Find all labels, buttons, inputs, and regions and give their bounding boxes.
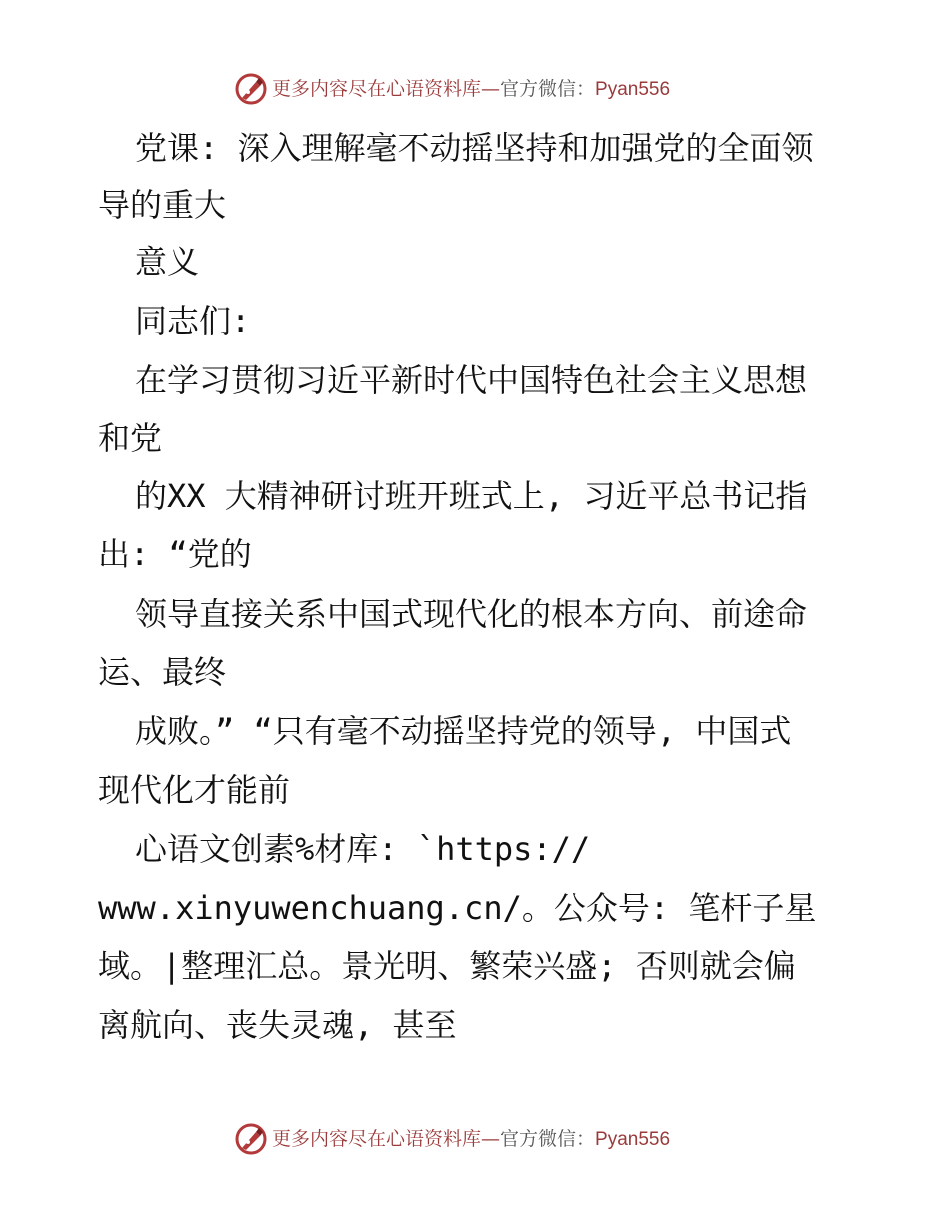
title-line-2: 导的重大 [98, 186, 227, 224]
header-watermark-text [272, 77, 670, 102]
title-line-3: 意义 [135, 243, 200, 281]
pen-logo-icon [234, 1122, 268, 1156]
paragraph-line: 出: “党的 [98, 535, 252, 573]
paragraph-line: 在学习贯彻习近平新时代中国特色社会主义思想 [135, 361, 808, 399]
footer-watermark-text [272, 1127, 670, 1152]
paragraph-line: 域。|整理汇总。景光明、繁荣兴盛; 否则就会偏 [98, 947, 796, 985]
header-site-text: 更多内容尽在心语资料库 [272, 78, 482, 100]
title-line-1: 党课: 深入理解毫不动摇坚持和加强党的全面领 [135, 129, 814, 167]
pen-logo-icon [234, 72, 268, 106]
paragraph-line: 现代化才能前 [98, 771, 291, 809]
footer-separator: — [481, 1128, 501, 1150]
footer-wechat-label: 官方微信： [500, 1128, 596, 1150]
paragraph-line: 离航向、丧失灵魂, 甚至 [98, 1006, 457, 1044]
footer-wechat-id: Pyan556 [595, 1129, 671, 1150]
paragraph-line: 领导直接关系中国式现代化的根本方向、前途命 [135, 595, 808, 633]
footer-site-text: 更多内容尽在心语资料库 [272, 1128, 482, 1150]
header-separator: — [481, 78, 501, 100]
paragraph-line: 运、最终 [98, 653, 227, 691]
paragraph-line: 心语文创素%材库: `https:// [135, 830, 591, 868]
paragraph-line: 的XX 大精神研讨班开班式上, 习近平总书记指 [135, 477, 808, 515]
paragraph-line: 和党 [98, 419, 163, 457]
header-wechat-id: Pyan556 [595, 79, 671, 100]
paragraph-line: 成败。” “只有毫不动摇坚持党的领导, 中国式 [135, 712, 792, 750]
header-wechat-label: 官方微信： [500, 78, 596, 100]
footer-watermark-banner [0, 1120, 950, 1160]
salutation-line: 同志们: [135, 302, 251, 340]
paragraph-line: www.xinyuwenchuang.cn/。公众号: 笔杆子星 [98, 889, 817, 927]
header-watermark-banner [0, 70, 950, 110]
